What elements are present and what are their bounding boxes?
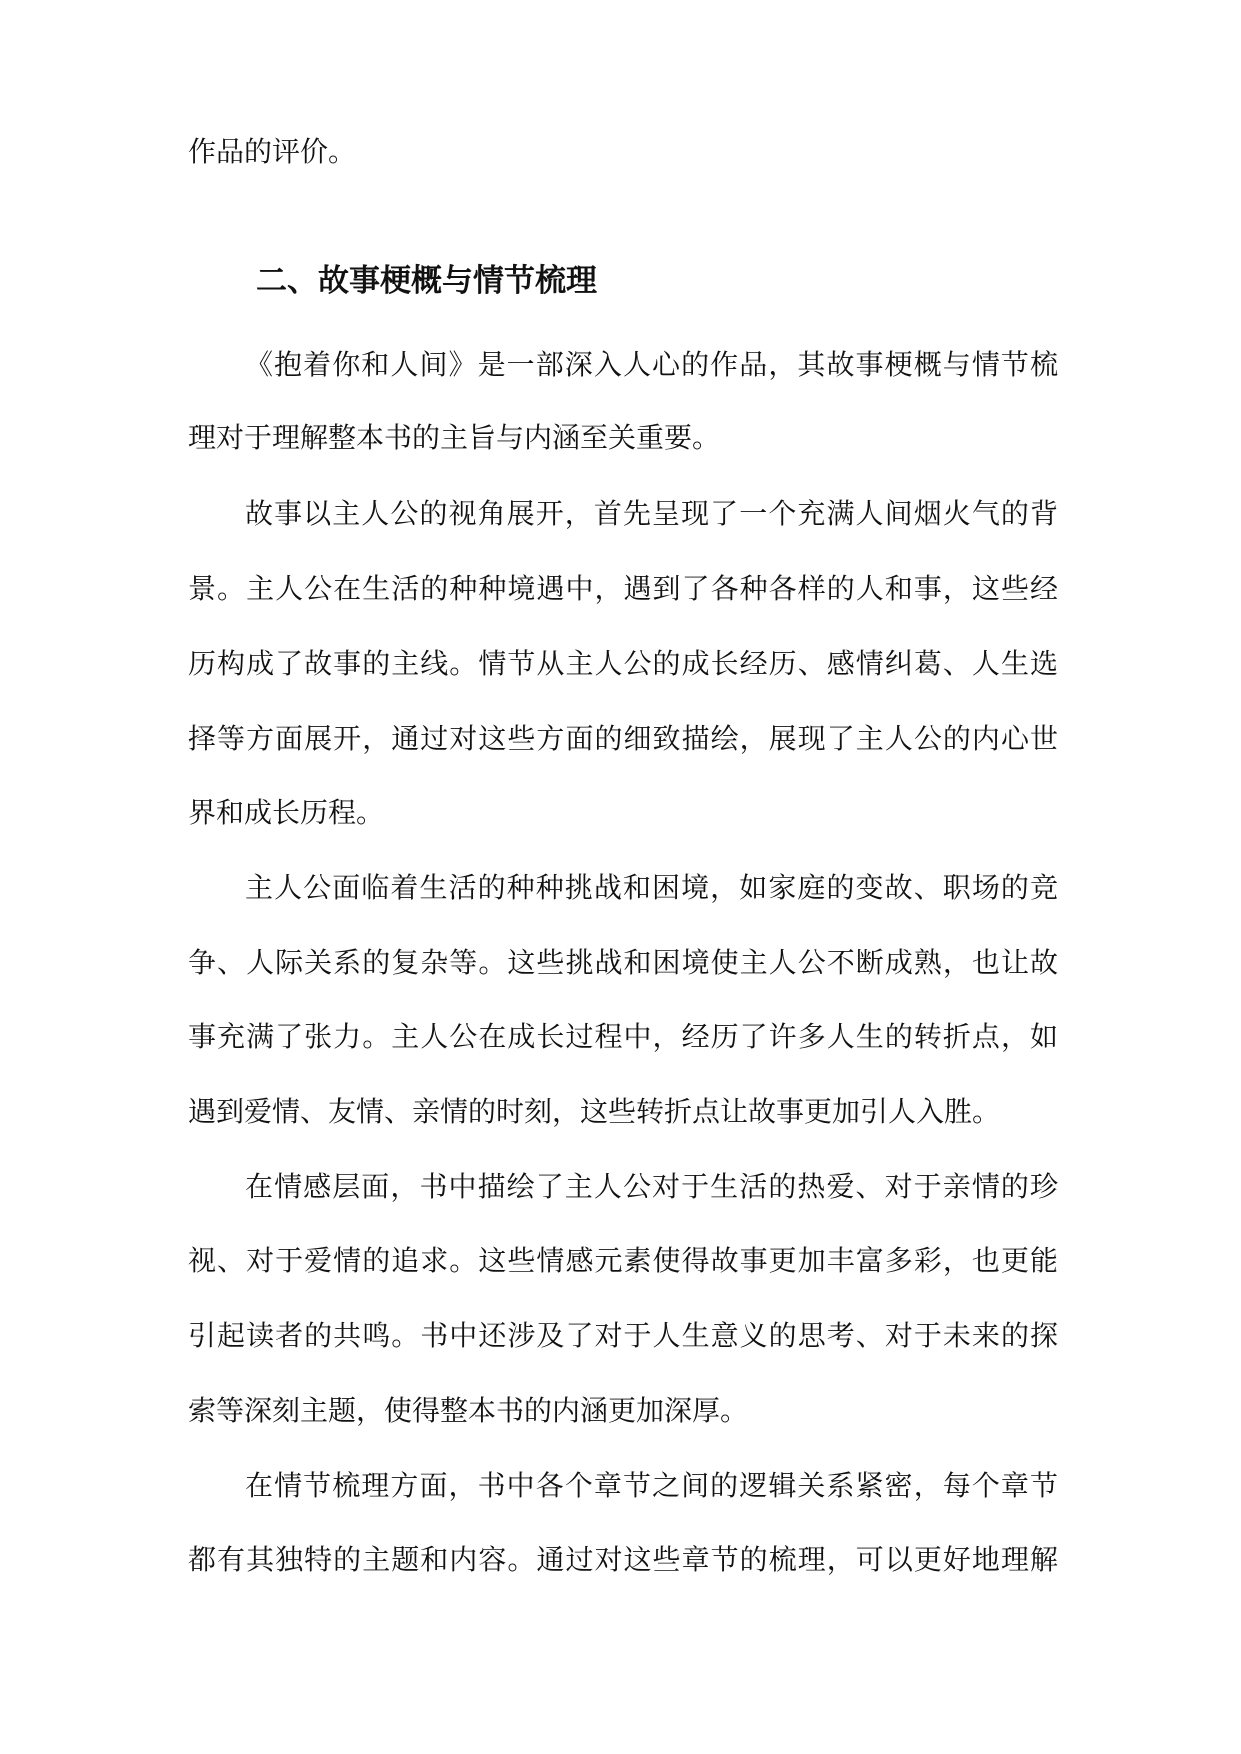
paragraph-line: 事充满了张力。主人公在成长过程中，经历了许多人生的转折点，如 bbox=[188, 1020, 1058, 1053]
paragraph-line: 索等深刻主题，使得整本书的内涵更加深厚。 bbox=[188, 1394, 749, 1427]
paragraph-line: 在情节梳理方面，书中各个章节之间的逻辑关系紧密，每个章节 bbox=[245, 1469, 1058, 1502]
paragraph-line: 主人公面临着生活的种种挑战和困境，如家庭的变故、职场的竞 bbox=[245, 871, 1058, 904]
paragraph-line: 遇到爱情、友情、亲情的时刻，这些转折点让故事更加引人入胜。 bbox=[188, 1095, 1001, 1128]
paragraph-line: 理对于理解整本书的主旨与内涵至关重要。 bbox=[188, 421, 721, 454]
paragraph-line: 景。主人公在生活的种种境遇中，遇到了各种各样的人和事，这些经 bbox=[188, 572, 1058, 605]
paragraph-line: 《抱着你和人间》是一部深入人心的作品，其故事梗概与情节梳 bbox=[245, 348, 1058, 381]
section-heading: 二、故事梗概与情节梳理 bbox=[256, 263, 597, 299]
paragraph-line: 历构成了故事的主线。情节从主人公的成长经历、感情纠葛、人生选 bbox=[188, 647, 1058, 680]
paragraph-line: 都有其独特的主题和内容。通过对这些章节的梳理，可以更好地理解 bbox=[188, 1543, 1058, 1576]
paragraph-line: 争、人际关系的复杂等。这些挑战和困境使主人公不断成熟，也让故 bbox=[188, 946, 1058, 979]
paragraph-line: 视、对于爱情的追求。这些情感元素使得故事更加丰富多彩，也更能 bbox=[188, 1244, 1058, 1277]
carryover-line: 作品的评价。 bbox=[188, 135, 357, 168]
paragraph-line: 界和成长历程。 bbox=[188, 796, 385, 829]
paragraph-line: 在情感层面，书中描绘了主人公对于生活的热爱、对于亲情的珍 bbox=[245, 1170, 1058, 1203]
paragraph-line: 择等方面展开，通过对这些方面的细致描绘，展现了主人公的内心世 bbox=[188, 722, 1058, 755]
paragraph-line: 引起读者的共鸣。书中还涉及了对于人生意义的思考、对于未来的探 bbox=[188, 1319, 1058, 1352]
paragraph-line: 故事以主人公的视角展开，首先呈现了一个充满人间烟火气的背 bbox=[245, 497, 1058, 530]
